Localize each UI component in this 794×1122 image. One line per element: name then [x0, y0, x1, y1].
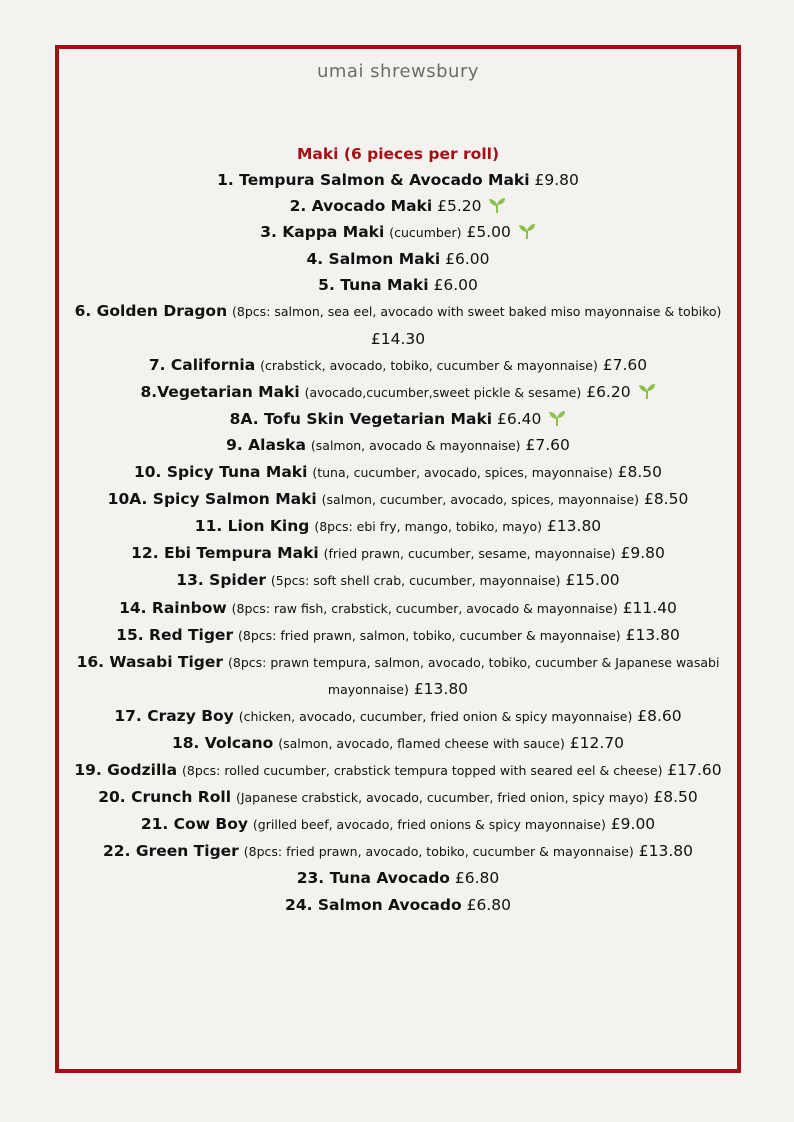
menu-item-price: £8.60 — [637, 706, 682, 725]
menu-item-name: 22. Green Tiger — [103, 842, 239, 861]
menu-item-description: (Japanese crabstick, avocado, cucumber, fried onion, spicy mayo) — [235, 790, 649, 806]
menu-item — [59, 379, 737, 406]
seedling-icon — [488, 195, 506, 211]
menu-item — [59, 406, 737, 432]
menu-item-price: £9.00 — [610, 815, 656, 834]
menu-item-name: 21. Cow Boy — [140, 815, 248, 834]
seedling-icon — [638, 381, 656, 397]
menu-item — [59, 595, 737, 622]
menu-item-name: 17. Crazy Boy — [114, 706, 234, 725]
menu-item-name: 13. Spider — [176, 571, 266, 590]
menu-item-price: £17.60 — [667, 761, 722, 780]
menu-item-name: 10A. Spicy Salmon Maki — [107, 490, 317, 509]
menu-item-description: (8pcs: fried prawn, avocado, tobiko, cucumber & mayonnaise) — [243, 844, 634, 860]
menu-item-name: 4. Salmon Maki — [306, 250, 441, 269]
menu-item-price: £12.70 — [569, 733, 625, 752]
menu-item-name: 18. Volcano — [171, 733, 274, 752]
menu-item-description: (grilled beef, avocado, fried onions & spicy mayonnaise) — [252, 817, 606, 833]
menu-item-name: 19. Godzilla — [74, 761, 178, 780]
menu-item — [59, 513, 737, 540]
seedling-icon — [548, 408, 566, 424]
menu-items-list — [59, 167, 737, 918]
menu-item-price: £7.60 — [525, 435, 570, 454]
menu-item-description: (8pcs: ebi fry, mango, tobiko, mayo) — [314, 519, 542, 535]
menu-item-price: £6.40 — [497, 409, 542, 428]
maki-menu — [59, 141, 737, 918]
menu-item-price: £13.80 — [413, 679, 469, 698]
menu-item — [59, 567, 737, 594]
menu-item-description: (8pcs: fried prawn, salmon, tobiko, cucumber & mayonnaise) — [238, 627, 621, 643]
menu-item-name: 24. Salmon Avocado — [285, 895, 462, 914]
menu-item — [59, 730, 737, 757]
menu-item — [59, 649, 737, 703]
menu-item-description: (fried prawn, cucumber, sesame, mayonnaise) — [323, 546, 616, 562]
menu-item-name: 11. Lion King — [194, 517, 310, 536]
menu-item-price: £15.00 — [565, 571, 620, 590]
menu-item-price: £11.40 — [622, 598, 677, 617]
menu-item-name: 5. Tuna Maki — [318, 276, 429, 295]
menu-item-price: £13.80 — [638, 842, 693, 861]
menu-item-price: £6.20 — [586, 382, 631, 401]
menu-item-name: 7. California — [148, 355, 256, 374]
menu-item-price: £7.60 — [602, 355, 648, 374]
menu-item-name: 23. Tuna Avocado — [296, 869, 450, 888]
menu-item-description: (salmon, avocado & mayonnaise) — [310, 437, 521, 453]
menu-item-name: 10. Spicy Tuna Maki — [133, 463, 308, 482]
menu-item — [59, 811, 737, 838]
menu-item-description: (8pcs: salmon, sea eel, avocado with sweet baked miso mayonnaise & tobiko) — [232, 304, 722, 320]
menu-item-name: 3. Kappa Maki — [260, 223, 385, 242]
menu-item — [59, 757, 737, 784]
menu-item — [59, 246, 737, 272]
menu-item — [59, 540, 737, 567]
menu-item — [59, 298, 737, 351]
menu-item — [59, 892, 737, 918]
menu-item — [59, 784, 737, 811]
menu-item-description: (avocado,cucumber,sweet pickle & sesame) — [304, 384, 582, 400]
menu-item-description: (8pcs: rolled cucumber, crabstick tempura topped with seared eel & cheese) — [182, 763, 663, 779]
menu-item-price: £6.80 — [466, 895, 511, 914]
menu-item-price: £9.80 — [620, 544, 665, 563]
menu-item — [59, 352, 737, 379]
menu-item-price: £13.80 — [625, 625, 680, 644]
menu-item-name: 6. Golden Dragon — [74, 302, 228, 321]
menu-item — [59, 838, 737, 865]
menu-item-price: £5.00 — [466, 223, 511, 242]
menu-item-name: 12. Ebi Tempura Maki — [131, 544, 319, 563]
menu-item — [59, 272, 737, 298]
menu-item-price: £5.20 — [437, 197, 482, 216]
menu-item-price: £14.30 — [370, 329, 426, 348]
menu-item-price: £6.80 — [454, 869, 500, 888]
menu-item-name: 15. Red Tiger — [116, 625, 234, 644]
menu-frame — [55, 45, 741, 1073]
menu-item-name: 8.Vegetarian Maki — [140, 382, 300, 401]
menu-item-price: £6.00 — [433, 276, 478, 295]
seedling-icon — [518, 221, 536, 237]
menu-item-price: £8.50 — [617, 463, 663, 482]
menu-item — [59, 432, 737, 459]
section-title: Maki (6 pieces per roll) — [296, 145, 500, 163]
restaurant-name: umai shrewsbury — [316, 61, 480, 82]
menu-item-description: (5pcs: soft shell crab, cucumber, mayonnaise) — [270, 573, 561, 589]
menu-item — [59, 622, 737, 649]
menu-item — [59, 459, 737, 486]
menu-item — [59, 193, 737, 219]
menu-item-description: (chicken, avocado, cucumber, fried onion & spicy mayonnaise) — [238, 708, 633, 724]
menu-item-name: 16. Wasabi Tiger — [76, 652, 224, 671]
menu-item-description: (salmon, avocado, flamed cheese with sauce) — [278, 735, 565, 751]
menu-item-description: (8pcs: raw fish, crabstick, cucumber, avocado & mayonnaise) — [231, 600, 618, 616]
menu-item — [59, 486, 737, 513]
menu-item-name: 8A. Tofu Skin Vegetarian Maki — [229, 409, 493, 428]
menu-item-price: £6.00 — [445, 250, 490, 269]
menu-item-name: 1. Tempura Salmon & Avocado Maki — [217, 171, 530, 189]
menu-item-price: £8.50 — [643, 490, 689, 509]
menu-item — [59, 219, 737, 246]
menu-item-price: £13.80 — [546, 517, 602, 536]
menu-item-price: £8.50 — [653, 788, 698, 807]
menu-item-description: (salmon, cucumber, avocado, spices, mayonnaise) — [321, 492, 640, 508]
menu-item-name: 14. Rainbow — [119, 598, 227, 617]
menu-item-description: (tuna, cucumber, avocado, spices, mayonnaise) — [312, 465, 613, 481]
menu-item-name: 9. Alaska — [226, 435, 306, 454]
menu-item — [59, 167, 737, 193]
menu-item-description: (crabstick, avocado, tobiko, cucumber & mayonnaise) — [260, 357, 598, 373]
menu-item — [59, 703, 737, 730]
menu-item — [59, 865, 737, 891]
menu-item-description: (8pcs: prawn tempura, salmon, avocado, tobiko, cucumber & Japanese wasabi mayonnaise) — [228, 654, 720, 697]
menu-item-name: 2. Avocado Maki — [289, 197, 433, 216]
menu-item-description: (cucumber) — [389, 225, 462, 241]
menu-item-price: £9.80 — [534, 171, 579, 189]
menu-item-name: 20. Crunch Roll — [98, 788, 232, 807]
